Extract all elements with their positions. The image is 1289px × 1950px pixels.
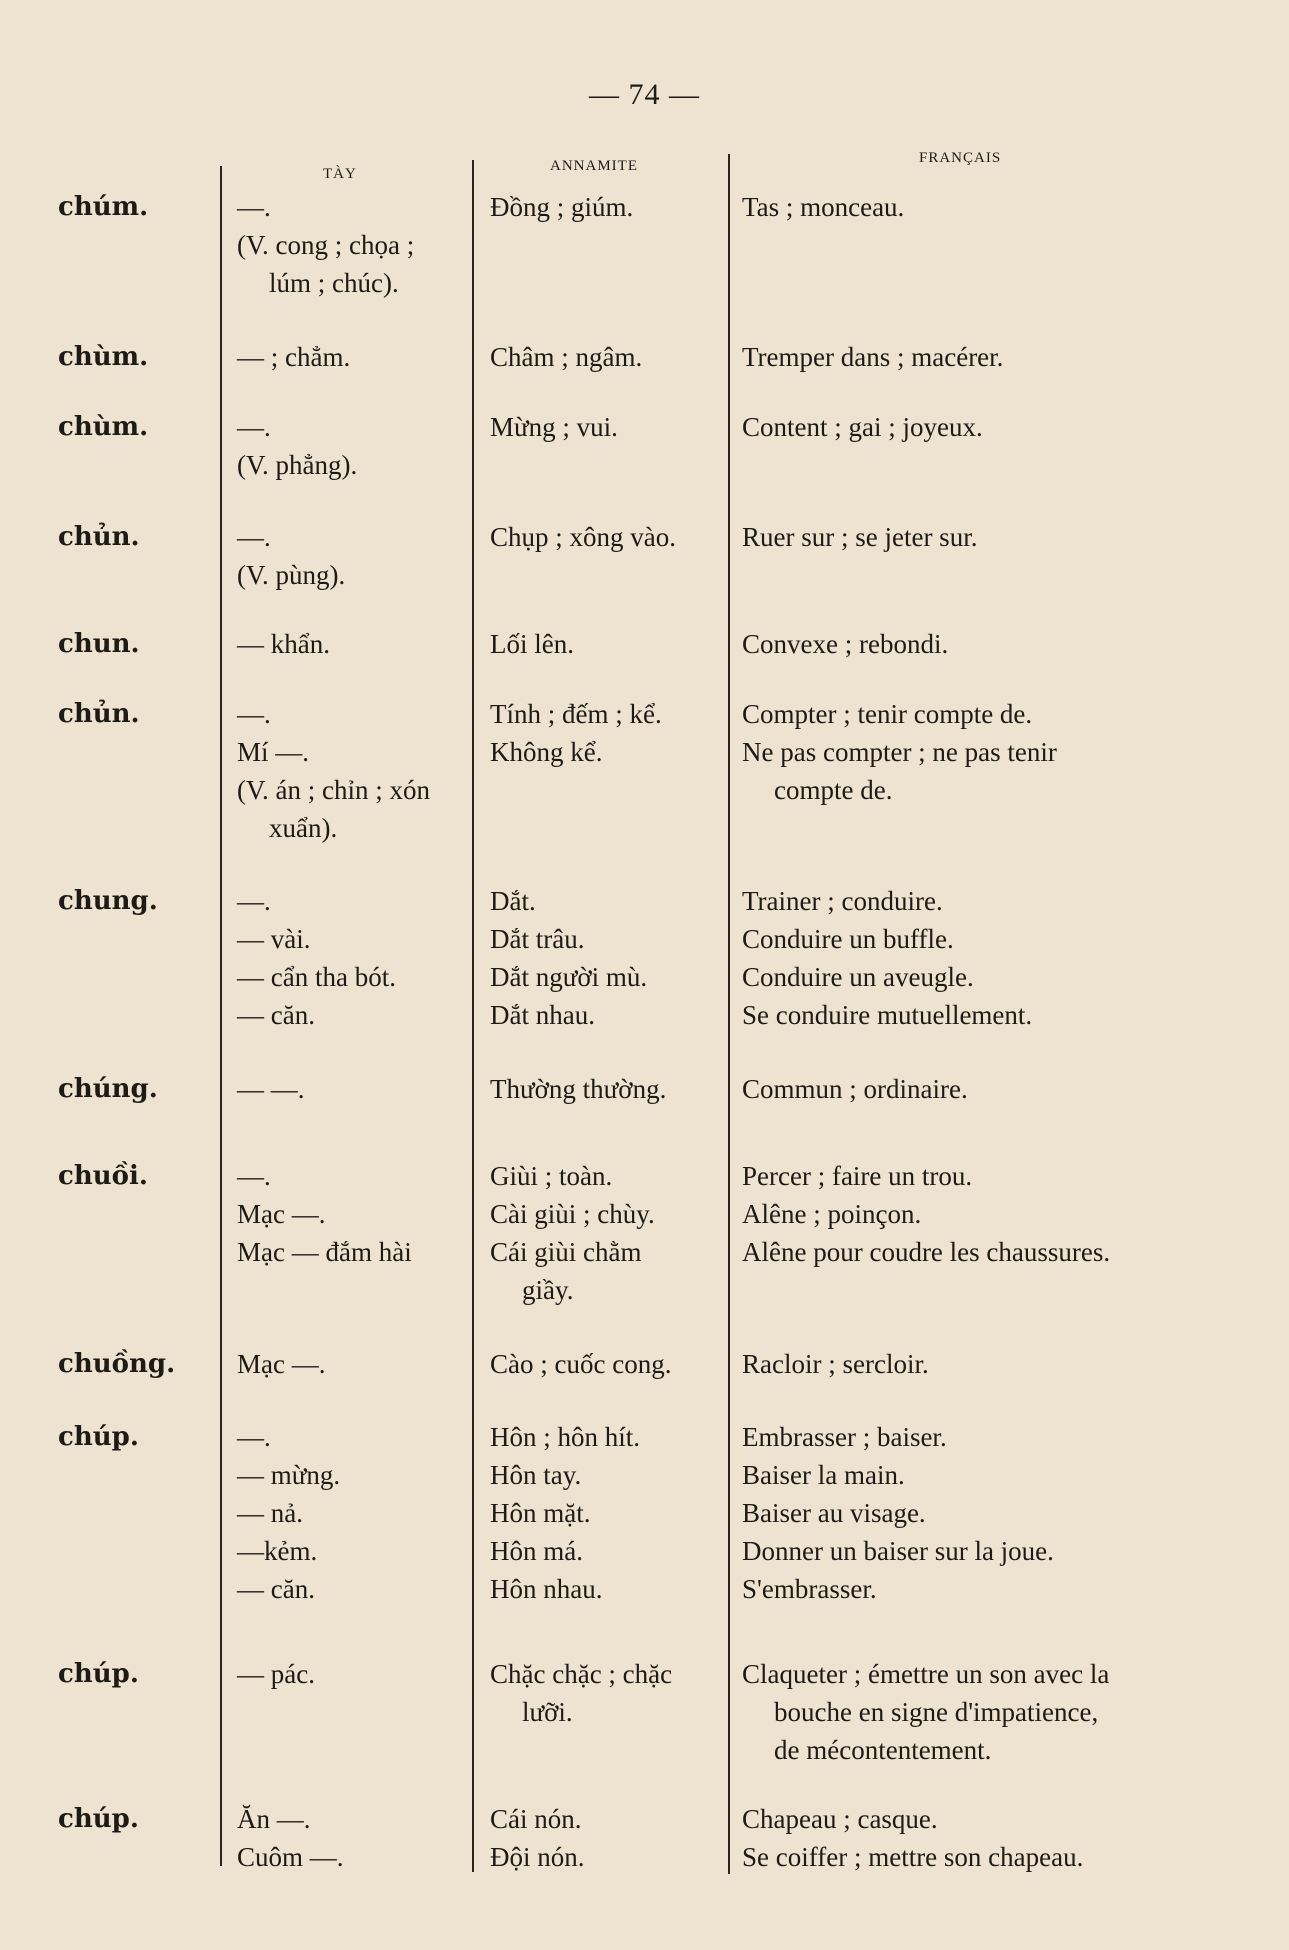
entry-francais-line: Trainer ; conduire. xyxy=(742,886,943,916)
entry-annamite-column xyxy=(490,1157,722,1309)
entry-annamite-line: Cái nón. xyxy=(490,1804,582,1834)
entry-tay-column xyxy=(237,1070,467,1108)
column-header-francais: FRANÇAIS xyxy=(919,150,1002,166)
entry-annamite-column xyxy=(490,338,722,376)
entry-headword: chuồi. xyxy=(58,1161,148,1191)
entry-francais-column xyxy=(742,695,1212,809)
entry-tay-line: —. xyxy=(237,886,271,916)
entry-tay-column xyxy=(237,1418,467,1608)
entry-annamite-line: Chặc chặc ; chặc xyxy=(490,1659,673,1689)
entry-annamite-line: Lối lên. xyxy=(490,629,574,659)
entry-tay-line: —. xyxy=(237,1161,271,1191)
entry-tay-column xyxy=(237,188,467,302)
entry-annamite-column xyxy=(490,1345,722,1383)
entry-francais-line: S'embrasser. xyxy=(742,1574,877,1604)
entry-tay-line: —. xyxy=(237,412,271,442)
entry-annamite-line: Châm ; ngâm. xyxy=(490,342,643,372)
entry-headword: chúp. xyxy=(58,1659,139,1689)
entry-annamite-column xyxy=(490,1655,722,1731)
entry-tay-line: Mạc —. xyxy=(237,1199,326,1229)
entry-francais-line: Se conduire mutuellement. xyxy=(742,1000,1033,1030)
entry-tay-line: xuẩn). xyxy=(269,813,338,843)
entry-francais-column xyxy=(742,625,1212,663)
entry-tay-line: (V. phẳng). xyxy=(237,450,358,480)
entry-francais-column xyxy=(742,1800,1212,1876)
entry-tay-line: lúm ; chúc). xyxy=(269,268,399,298)
entry-tay-line: —kẻm. xyxy=(237,1536,318,1566)
entry-tay-line: — —. xyxy=(237,1074,305,1104)
entry-francais-line: Embrasser ; baiser. xyxy=(742,1422,947,1452)
entry-annamite-line: Hôn ; hôn hít. xyxy=(490,1422,641,1452)
entry-francais-line: Baiser la main. xyxy=(742,1460,905,1490)
entry-annamite-line: Cái giùi chằm xyxy=(490,1237,642,1267)
entry-tay-column xyxy=(237,408,467,484)
entry-tay-line: — ; chẳm. xyxy=(237,342,351,372)
entry-tay-line: —. xyxy=(237,1422,271,1452)
entry-annamite-line: Mừng ; vui. xyxy=(490,412,618,442)
entry-francais-line: Convexe ; rebondi. xyxy=(742,629,949,659)
entry-francais-line: Percer ; faire un trou. xyxy=(742,1161,973,1191)
entry-francais-column xyxy=(742,518,1212,556)
entry-francais-line: de mécontentement. xyxy=(774,1735,992,1765)
entry-annamite-line: Không kể. xyxy=(490,737,603,767)
entry-tay-line: Cuôm —. xyxy=(237,1842,344,1872)
entry-francais-line: Ruer sur ; se jeter sur. xyxy=(742,522,978,552)
column-divider-1 xyxy=(220,166,222,1866)
entry-annamite-line: Chụp ; xông vào. xyxy=(490,522,676,552)
entry-annamite-line: Dắt trâu. xyxy=(490,924,585,954)
entry-francais-line: Content ; gai ; joyeux. xyxy=(742,412,983,442)
entry-headword: chung. xyxy=(58,886,158,916)
entry-francais-line: Claqueter ; émettre un son avec la xyxy=(742,1659,1110,1689)
entry-annamite-line: Dắt người mù. xyxy=(490,962,648,992)
entry-annamite-column xyxy=(490,625,722,663)
entry-tay-line: (V. pùng). xyxy=(237,560,346,590)
entry-headword: chùm. xyxy=(58,342,149,372)
entry-francais-line: Chapeau ; casque. xyxy=(742,1804,938,1834)
entry-annamite-column xyxy=(490,188,722,226)
page-number: — 74 — xyxy=(589,78,700,111)
entry-annamite-line: Hôn má. xyxy=(490,1536,583,1566)
entry-francais-column xyxy=(742,1157,1212,1271)
entry-tay-column xyxy=(237,1800,467,1876)
entry-tay-line: — cẩn tha bót. xyxy=(237,962,396,992)
entry-annamite-column xyxy=(490,1800,722,1876)
entry-annamite-line: Cào ; cuốc cong. xyxy=(490,1349,672,1379)
entry-headword: chuồng. xyxy=(58,1349,176,1379)
entry-tay-line: — vài. xyxy=(237,924,311,954)
entry-tay-line: — pác. xyxy=(237,1659,315,1689)
entry-annamite-line: Đồng ; giúm. xyxy=(490,192,634,222)
entry-francais-line: Commun ; ordinaire. xyxy=(742,1074,968,1104)
entry-tay-column xyxy=(237,338,467,376)
entry-francais-column xyxy=(742,408,1212,446)
column-divider-3 xyxy=(728,154,730,1874)
entry-tay-line: (V. cong ; chọa ; xyxy=(237,230,415,260)
entry-francais-line: compte de. xyxy=(774,775,893,805)
entry-tay-line: — mừng. xyxy=(237,1460,341,1490)
entry-annamite-column xyxy=(490,1070,722,1108)
entry-annamite-line: Dắt. xyxy=(490,886,536,916)
entry-francais-line: bouche en signe d'impatience, xyxy=(774,1697,1099,1727)
entry-tay-line: — khẩn. xyxy=(237,629,330,659)
entry-annamite-line: Giùi ; toàn. xyxy=(490,1161,613,1191)
entry-francais-line: Compter ; tenir compte de. xyxy=(742,699,1033,729)
entry-tay-column xyxy=(237,1655,467,1693)
entry-annamite-line: lưỡi. xyxy=(522,1697,573,1727)
entry-tay-column xyxy=(237,625,467,663)
entry-tay-line: — căn. xyxy=(237,1000,315,1030)
entry-tay-column xyxy=(237,695,467,847)
entry-tay-line: Mạc —. xyxy=(237,1349,326,1379)
entry-annamite-line: Cài giùi ; chùy. xyxy=(490,1199,655,1229)
entry-francais-column xyxy=(742,1418,1212,1608)
entry-francais-line: Donner un baiser sur la joue. xyxy=(742,1536,1054,1566)
entry-annamite-column xyxy=(490,518,722,556)
column-header-tay: TÀY xyxy=(323,166,357,182)
entry-annamite-line: giầy. xyxy=(522,1275,574,1305)
entry-francais-line: Conduire un buffle. xyxy=(742,924,954,954)
entry-annamite-column xyxy=(490,882,722,1034)
entry-tay-line: Mạc — đắm hài xyxy=(237,1237,412,1267)
entry-tay-line: Mí —. xyxy=(237,737,310,767)
entry-francais-line: Tas ; monceau. xyxy=(742,192,905,222)
entry-annamite-line: Thường thường. xyxy=(490,1074,667,1104)
entry-annamite-line: Tính ; đếm ; kể. xyxy=(490,699,662,729)
entry-francais-line: Alêne ; poinçon. xyxy=(742,1199,922,1229)
column-header-annamite: ANNAMITE xyxy=(550,158,638,174)
entry-annamite-line: Đội nón. xyxy=(490,1842,585,1872)
entry-francais-line: Tremper dans ; macérer. xyxy=(742,342,1004,372)
entry-tay-column xyxy=(237,882,467,1034)
entry-annamite-column xyxy=(490,695,722,771)
entry-francais-column xyxy=(742,882,1212,1034)
entry-tay-line: — căn. xyxy=(237,1574,315,1604)
entry-headword: chun. xyxy=(58,629,140,659)
entry-francais-line: Se coiffer ; mettre son chapeau. xyxy=(742,1842,1084,1872)
entry-francais-column xyxy=(742,1345,1212,1383)
entry-tay-line: (V. án ; chỉn ; xón xyxy=(237,775,430,805)
entry-tay-line: Ăn —. xyxy=(237,1804,311,1834)
entry-annamite-line: Hôn tay. xyxy=(490,1460,582,1490)
entry-tay-line: —. xyxy=(237,699,271,729)
entry-tay-line: —. xyxy=(237,192,271,222)
entry-tay-column xyxy=(237,1345,467,1383)
entry-headword: chủn. xyxy=(58,699,140,729)
entry-francais-line: Racloir ; sercloir. xyxy=(742,1349,929,1379)
entry-francais-line: Ne pas compter ; ne pas tenir xyxy=(742,737,1057,767)
entry-tay-column xyxy=(237,1157,467,1271)
entry-headword: chúm. xyxy=(58,192,149,222)
entry-tay-line: — nả. xyxy=(237,1498,303,1528)
entry-francais-column xyxy=(742,1655,1212,1769)
entry-francais-column xyxy=(742,338,1212,376)
entry-annamite-line: Dắt nhau. xyxy=(490,1000,595,1030)
column-divider-2 xyxy=(472,160,474,1872)
entry-headword: chùm. xyxy=(58,412,149,442)
entry-francais-column xyxy=(742,188,1212,226)
entry-francais-line: Conduire un aveugle. xyxy=(742,962,974,992)
entry-annamite-line: Hôn nhau. xyxy=(490,1574,603,1604)
entry-headword: chủn. xyxy=(58,522,140,552)
entry-headword: chúp. xyxy=(58,1804,139,1834)
entry-headword: chúp. xyxy=(58,1422,139,1452)
entry-francais-column xyxy=(742,1070,1212,1108)
entry-annamite-column xyxy=(490,408,722,446)
entry-annamite-line: Hôn mặt. xyxy=(490,1498,591,1528)
entry-francais-line: Baiser au visage. xyxy=(742,1498,926,1528)
entry-tay-column xyxy=(237,518,467,594)
entry-francais-line: Alêne pour coudre les chaussures. xyxy=(742,1237,1111,1267)
entry-annamite-column xyxy=(490,1418,722,1608)
entry-tay-line: —. xyxy=(237,522,271,552)
entry-headword: chúng. xyxy=(58,1074,158,1104)
